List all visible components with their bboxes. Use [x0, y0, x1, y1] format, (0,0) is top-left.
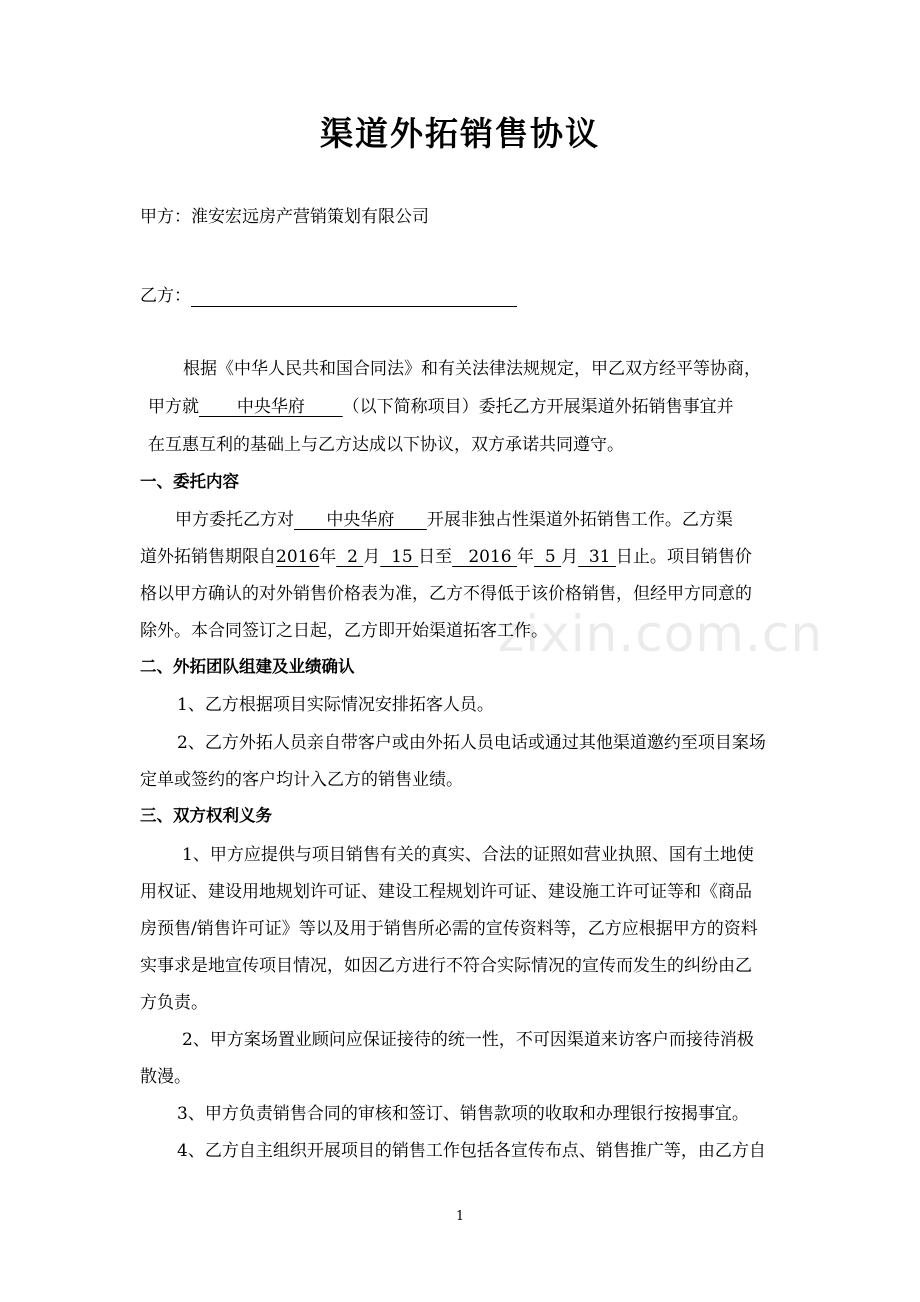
party-a-label: 甲方： [140, 207, 191, 227]
document-title: 渠道外拓销售协议 [320, 114, 600, 153]
month-char: 月 [561, 547, 579, 567]
section-1-heading: 一、委托内容 [140, 472, 239, 491]
s1-line-3: 格以甲方确认的对外销售价格表为准，乙方不得低于该价格销售，但经甲方同意的 [140, 584, 752, 604]
s1-text: 道外拓销售期限自 [140, 547, 276, 567]
intro-text: 甲方就 [148, 397, 199, 417]
intro-line-1: 根据《中华人民共和国合同法》和有关法律法规规定，甲乙双方经平等协商， [183, 359, 761, 379]
year-char: 年 [517, 547, 535, 567]
section-2-heading: 二、外拓团队组建及业绩确认 [140, 657, 355, 676]
s1-text: 开展非独占性渠道外拓销售工作。乙方渠 [426, 510, 733, 530]
month-char: 月 [363, 547, 381, 567]
s3-item-1-line-5: 方负责。 [140, 993, 208, 1013]
s1-line-4: 除外。本合同签订之日起，乙方即开始渠道拓客工作。 [140, 621, 548, 641]
s3-item-3: 3、甲方负责销售合同的审核和签订、销售款项的收取和办理银行按揭事宜。 [177, 1104, 749, 1124]
party-b-line [140, 281, 517, 307]
section-3-heading: 三、双方权利义务 [140, 806, 272, 825]
s1-line-2 [140, 542, 752, 567]
party-a-line [140, 202, 429, 227]
s3-item-2-line-2: 散漫。 [140, 1067, 191, 1087]
intro-line-3: 在互惠互利的基础上与乙方达成以下协议，双方承诺共同遵守。 [148, 435, 624, 455]
s3-item-1-line-3: 房预售/销售许可证》等以及用于销售所必需的宣传资料等，乙方应根据甲方的资料 [140, 919, 758, 939]
start-month: 2 [336, 547, 364, 567]
start-day: 15 [380, 547, 419, 567]
party-b-label: 乙方： [140, 286, 191, 306]
start-year: 2016 [276, 547, 320, 567]
page-number: 1 [455, 1209, 465, 1224]
end-day: 31 [578, 547, 616, 567]
end-month: 5 [534, 547, 562, 567]
watermark: zixin.com.cn [498, 605, 824, 663]
day-to: 日至 [418, 547, 453, 567]
year-char: 年 [319, 547, 337, 567]
project-name-blank: 中央华府 [294, 510, 427, 530]
s3-item-1-line-1: 1、甲方应提供与项目销售有关的真实、合法的证照如营业执照、国有土地使 [182, 845, 754, 865]
s2-item-1: 1、乙方根据项目实际情况安排拓客人员。 [177, 695, 494, 715]
s1-text: 甲方委托乙方对 [175, 510, 294, 530]
s3-item-1-line-2: 用权证、建设用地规划许可证、建设工程规划许可证、建设施工许可证等和《商品 [140, 882, 752, 902]
end-year: 2016 [452, 547, 518, 567]
project-name-blank: 中央华府 [199, 397, 343, 417]
day-end: 日止。项目销售价 [615, 547, 752, 567]
s2-item-2-line-1: 2、乙方外拓人员亲自带客户或由外拓人员电话或通过其他渠道邀约至项目案场 [177, 733, 766, 753]
s3-item-4: 4、乙方自主组织开展项目的销售工作包括各宣传布点、销售推广等，由乙方自 [177, 1141, 766, 1161]
intro-text: （以下简称项目）委托乙方开展渠道外拓销售事宜并 [342, 397, 734, 417]
s1-line-1 [175, 505, 733, 530]
intro-line-2 [148, 392, 734, 417]
party-b-blank [191, 286, 517, 307]
party-a-name: 淮安宏远房产营销策划有限公司 [191, 207, 429, 227]
s2-item-2-line-2: 定单或签约的客户均计入乙方的销售业绩。 [140, 770, 463, 790]
s3-item-1-line-4: 实事求是地宣传项目情况，如因乙方进行不符合实际情况的宣传而发生的纠纷由乙 [140, 956, 752, 976]
s3-item-2-line-1: 2、甲方案场置业顾问应保证接待的统一性，不可因渠道来访客户而接待消极 [182, 1030, 754, 1050]
